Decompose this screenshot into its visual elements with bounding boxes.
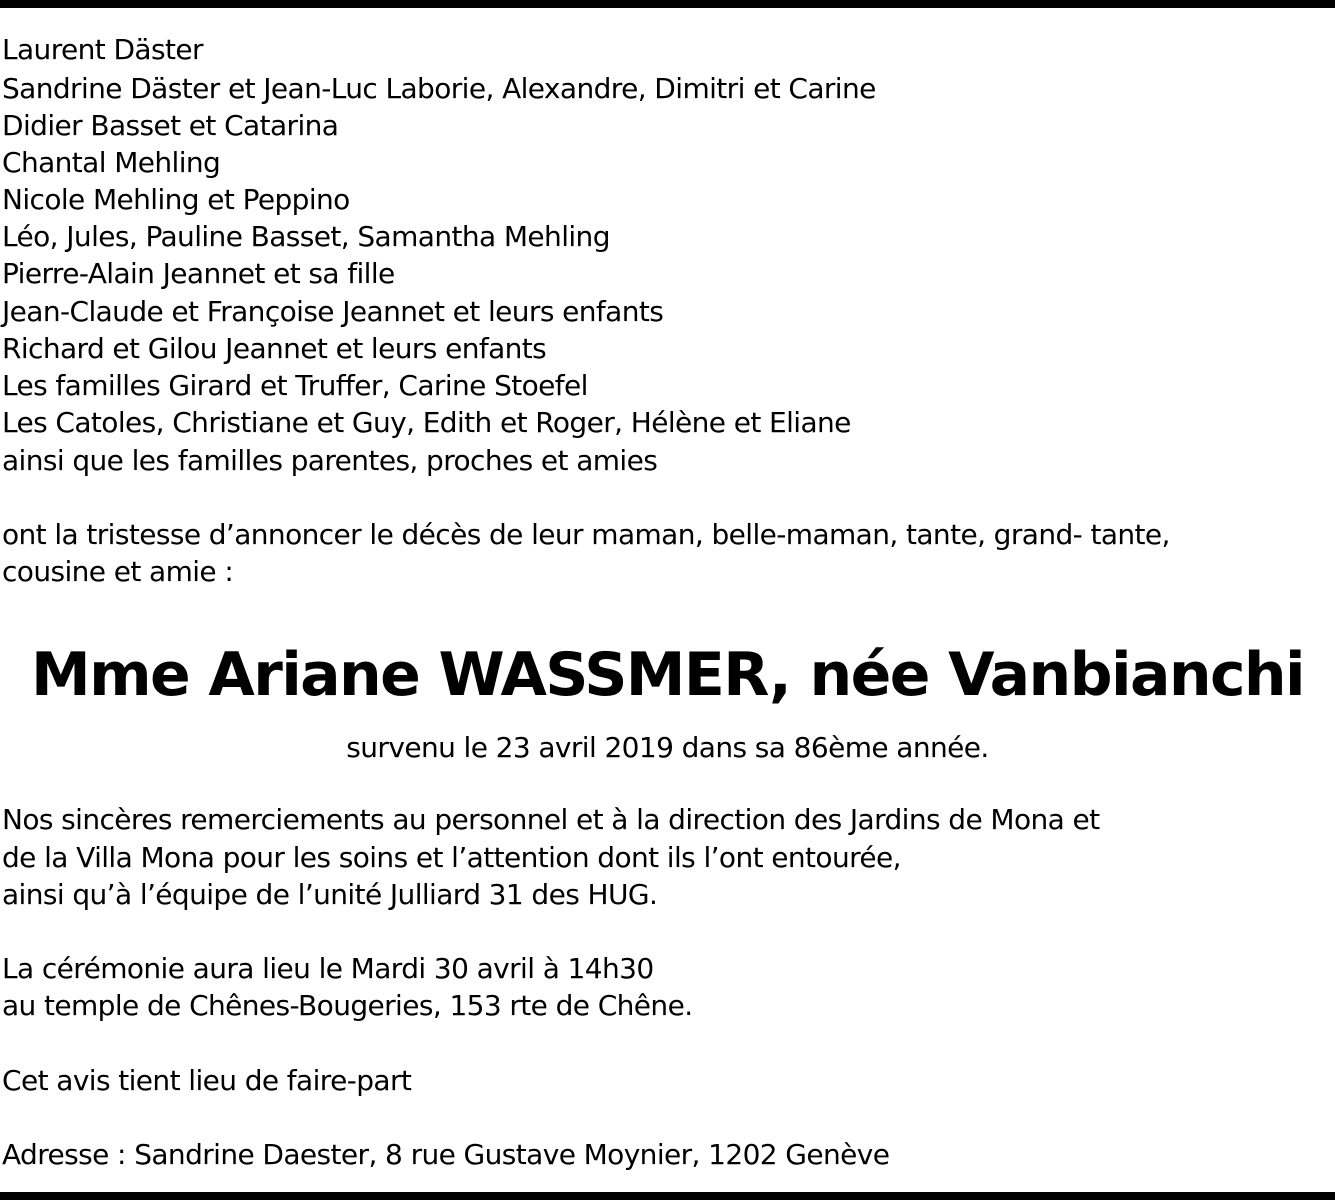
thanks-line: ainsi qu’à l’équipe de l’unité Julliard 31 des HUG. xyxy=(2,878,658,911)
death-info: survenu le 23 avril 2019 dans sa 86ème année. xyxy=(346,731,989,764)
family-line: Nicole Mehling et Peppino xyxy=(2,183,350,216)
deceased-name: Mme Ariane WASSMER, née Vanbianchi xyxy=(30,640,1305,710)
thanks-line: Nos sincères remerciements au personnel et à la direction des Jardins de Mona et xyxy=(2,803,1100,836)
ceremony-line: La cérémonie aura lieu le Mardi 30 avril à 14h30 xyxy=(2,952,654,985)
family-line: ainsi que les familles parentes, proches et amies xyxy=(2,444,658,477)
family-line: Sandrine Däster et Jean-Luc Laborie, Alexandre, Dimitri et Carine xyxy=(2,72,876,105)
family-line: Les familles Girard et Truffer, Carine Stoefel xyxy=(2,369,588,402)
family-line: Léo, Jules, Pauline Basset, Samantha Mehling xyxy=(2,220,610,253)
family-line: Jean-Claude et Françoise Jeannet et leurs enfants xyxy=(2,295,664,328)
family-line: Pierre-Alain Jeannet et sa fille xyxy=(2,257,395,290)
family-line: Laurent Däster xyxy=(2,33,203,66)
announcement-line: ont la tristesse d’annoncer le décès de leur maman, belle-maman, tante, grand- tante, xyxy=(2,518,1170,551)
notice-text: Cet avis tient lieu de faire-part xyxy=(2,1064,412,1097)
ceremony-line: au temple de Chênes-Bougeries, 153 rte de Chêne. xyxy=(2,989,693,1022)
top-rule xyxy=(0,0,1335,8)
bottom-rule xyxy=(0,1192,1335,1200)
address-text: Adresse : Sandrine Daester, 8 rue Gustave Moynier, 1202 Genève xyxy=(2,1138,890,1171)
family-line: Richard et Gilou Jeannet et leurs enfants xyxy=(2,332,547,365)
family-line: Didier Basset et Catarina xyxy=(2,109,339,142)
family-line: Chantal Mehling xyxy=(2,146,221,179)
family-line: Les Catoles, Christiane et Guy, Edith et Roger, Hélène et Eliane xyxy=(2,406,851,439)
announcement-line: cousine et amie : xyxy=(2,555,234,588)
thanks-line: de la Villa Mona pour les soins et l’attention dont ils l’ont entourée, xyxy=(2,841,901,874)
